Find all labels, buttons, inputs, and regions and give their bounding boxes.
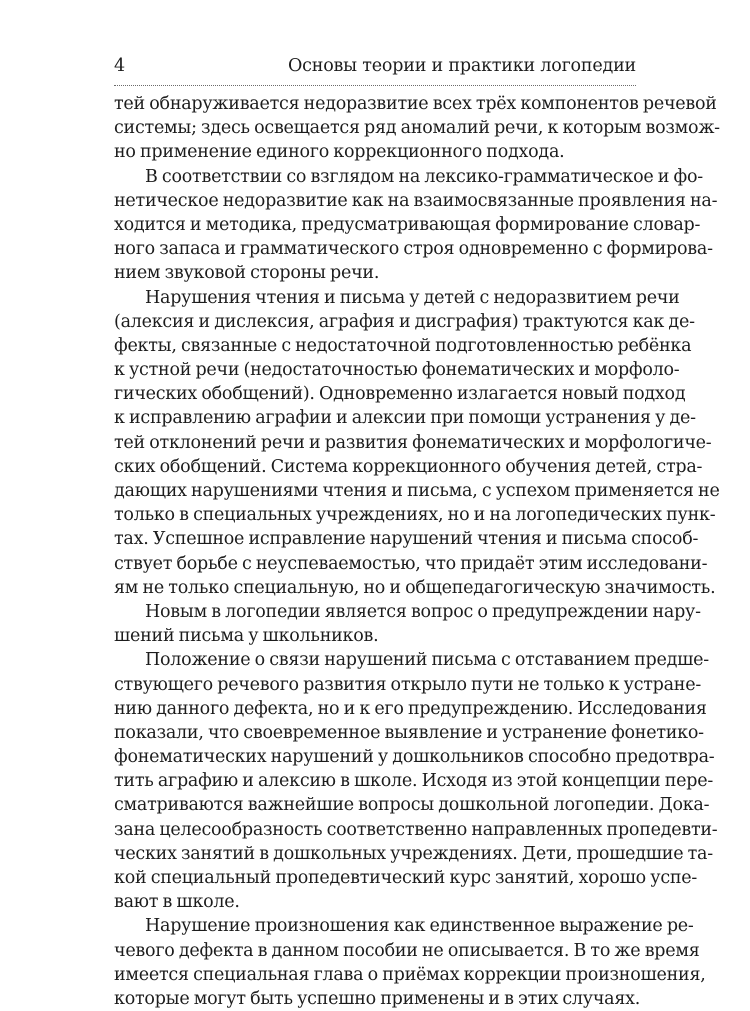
text-line: сматриваются важнейшие вопросы дошкольной логопедии. Дока- bbox=[114, 795, 710, 816]
text-line: (алексия и дислексия, аграфия и дисграфия) трактуются как де- bbox=[114, 311, 695, 332]
page-number: 4 bbox=[114, 56, 126, 76]
text-line: дающих нарушениями чтения и письма, с успехом применяется не bbox=[114, 481, 720, 501]
text-line: тей отклонений речи и развития фонематических и морфологиче- bbox=[114, 432, 712, 453]
text-line: чевого дефекта в данном пособии не описывается. В то же время bbox=[114, 940, 700, 961]
text-line: зана целесообразность соответственно направленных пропедевти- bbox=[114, 819, 718, 840]
text-line: ствует борьбе с неуспеваемостью, что придаёт этим исследовани- bbox=[114, 553, 708, 574]
text-line: Новым в логопедии является вопрос о предупреждении нару- bbox=[145, 601, 701, 622]
text-line: ходится и методика, предусматривающая формирование словар- bbox=[114, 214, 701, 235]
text-line: к устной речи (недостаточностью фонематических и морфоло- bbox=[114, 360, 680, 381]
text-line: шений письма у школьников. bbox=[114, 626, 379, 647]
text-line: В соответствии со взглядом на лексико-грамматическое и фо- bbox=[145, 166, 703, 187]
text-line: фонематических нарушений у дошкольников способно предотвра- bbox=[114, 747, 715, 768]
text-line: ческих занятий в дошкольных учреждениях. Дети, прошедшие та- bbox=[114, 843, 713, 864]
text-line: кой специальный пропедевтический курс занятий, хорошо успе- bbox=[114, 868, 698, 888]
text-line: тей обнаруживается недоразвитие всех трёх компонентов речевой bbox=[114, 94, 717, 114]
header-divider bbox=[114, 85, 636, 86]
text-line: Нарушения чтения и письма у детей с недоразвитием речи bbox=[145, 287, 680, 308]
text-line: ствующего речевого развития открыло пути не только к устране- bbox=[114, 674, 701, 695]
body-text bbox=[114, 92, 720, 1011]
text-line: вают в школе. bbox=[114, 892, 240, 913]
page-header bbox=[114, 54, 636, 78]
text-line: Нарушение произношения как единственное выражение ре- bbox=[145, 916, 694, 937]
text-line: ям не только специальную, но и общепедагогическую значимость. bbox=[114, 577, 716, 598]
text-line: Положение о связи нарушений письма с отставанием предше- bbox=[145, 650, 709, 671]
text-line: но применение единого коррекционного подхода. bbox=[114, 142, 565, 163]
text-line: нетическое недоразвитие как на взаимосвязанные проявления на- bbox=[114, 190, 718, 211]
text-line: к исправлению аграфии и алексии при помощи устранения у де- bbox=[114, 408, 696, 429]
text-line: показали, что своевременное выявление и устранение фонетико- bbox=[114, 722, 704, 743]
text-line: системы; здесь освещается ряд аномалий речи, к которым возмож- bbox=[114, 118, 720, 139]
text-line: фекты, связанные с недостаточной подготовленностью ребёнка bbox=[114, 335, 692, 356]
text-line: тить аграфию и алексию в школе. Исходя из этой концепции пере- bbox=[114, 771, 714, 792]
running-title: Основы теории и практики логопедии bbox=[287, 56, 636, 76]
text-line: ских обобщений. Система коррекционного обучения детей, стра- bbox=[114, 456, 703, 477]
text-line: которые могут быть успешно применены и в этих случаях. bbox=[114, 988, 641, 1009]
text-line: ного запаса и грамматического строя одновременно с формирова- bbox=[114, 239, 713, 260]
text-line: тах. Успешное исправление нарушений чтения и письма способ- bbox=[114, 529, 699, 550]
text-line: гических обобщений). Одновременно излагается новый подход bbox=[114, 384, 686, 405]
text-line: имеется специальная глава о приёмах коррекции произношения, bbox=[114, 964, 706, 985]
text-line: нию данного дефекта, но и к его предупреждению. Исследования bbox=[114, 698, 707, 719]
text-line: нием звуковой стороны речи. bbox=[114, 263, 380, 284]
text-line: только в специальных учреждениях, но и на логопедических пунк- bbox=[114, 505, 716, 526]
